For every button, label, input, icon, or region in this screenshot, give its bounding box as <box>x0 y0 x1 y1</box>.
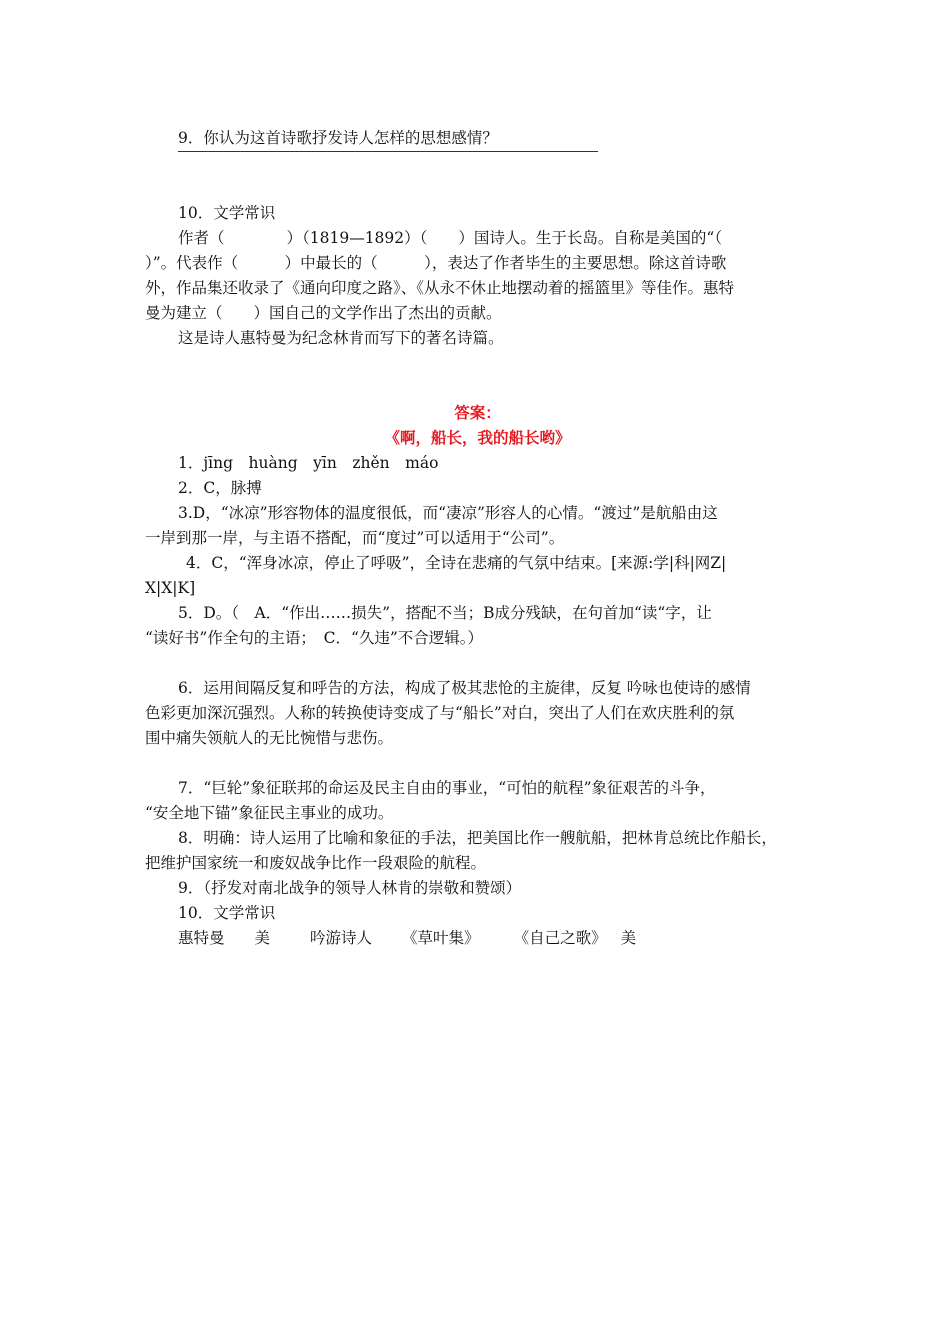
answer-4-line-2: X|X|K] <box>145 579 196 597</box>
answer-10-heading: 10．文学常识 <box>178 904 276 922</box>
answer-6-line-1: 6．运用间隔反复和呼告的方法，构成了极其悲怆的主旋律，反复 吟咏也使诗的感情 <box>178 679 751 697</box>
answer-5-line-1: 5．D。（ A．“作出……损失”，搭配不当；B成分残缺，在句首加“读“字，让 <box>178 604 712 622</box>
answer-3-line-1: 3.D，“冰凉”形容物体的温度很低，而“凄凉”形容人的心情。“渡过”是航船由这 <box>178 504 718 522</box>
question-10-heading: 10．文学常识 <box>178 204 276 222</box>
answer-4-line-1: 4．C，“浑身冰凉，停止了呼吸”，全诗在悲痛的气氛中结束。[来源:学|科|网Z| <box>186 554 727 572</box>
answer-6-line-2: 色彩更加深沉强烈。人称的转换使诗变成了与“船长”对白，突出了人们在欢庆胜利的氛 <box>145 704 735 722</box>
answer-7-line-2: “安全地下锚”象征民主事业的成功。 <box>145 804 394 822</box>
answer-10-item: 《草叶集》 <box>402 929 480 947</box>
poem-title: 《啊，船长，我的船长哟》 <box>384 428 571 447</box>
answer-10-item: 《自己之歌》 <box>513 929 607 947</box>
answer-2: 2．C，脉搏 <box>178 479 262 497</box>
answer-1: 1．jīng huàng yīn zhěn máo <box>178 454 439 472</box>
question-10-line-2: ）”。代表作（ ）中最长的（ ），表达了作者毕生的主要思想。除这首诗歌 <box>145 254 727 272</box>
answer-7-line-1: 7．“巨轮”象征联邦的命运及民主自由的事业，“可怕的航程”象征艰苦的斗争， <box>178 779 716 797</box>
answers-label: 答案： <box>454 403 501 422</box>
question-10-note: 这是诗人惠特曼为纪念林肯而写下的著名诗篇。 <box>178 329 504 347</box>
answer-8-line-1: 8．明确：诗人运用了比喻和象征的手法，把美国比作一艘航船，把林肯总统比作船长， <box>178 829 777 847</box>
answer-10-item: 惠特曼 <box>178 929 225 947</box>
answer-10-item: 美 <box>254 929 271 947</box>
answer-10-items <box>178 926 810 950</box>
answer-10-item: 吟游诗人 <box>310 929 373 947</box>
question-10-line-3: 外，作品集还收录了《通向印度之路》、《从永不休止地摆动着的摇篮里》等佳作。惠特 <box>145 279 735 297</box>
answer-5-line-2: “读好书”作全句的主语； C．“久违”不合逻辑。） <box>145 629 484 647</box>
question-10-line-4: 曼为建立（ ）国自己的文学作出了杰出的贡献。 <box>145 304 502 322</box>
answer-6-line-3: 围中痛失领航人的无比惋惜与悲伤。 <box>145 729 394 747</box>
question-9: 9．你认为这首诗歌抒发诗人怎样的思想感情？ <box>178 129 498 147</box>
answer-8-line-2: 把维护国家统一和废奴战争比作一段艰险的航程。 <box>145 854 487 872</box>
answer-blank-line <box>178 151 598 152</box>
answer-9: 9．（抒发对南北战争的领导人林肯的崇敬和赞颂） <box>178 879 522 897</box>
answer-10-item: 美 <box>620 929 637 947</box>
answer-3-line-2: 一岸到那一岸，与主语不搭配，而“度过”可以适用于“公司”。 <box>145 529 565 547</box>
question-10-line-1: 作者（ ）（1819—1892）（ ）国诗人。生于长岛。自称是美国的“（ <box>178 229 723 247</box>
